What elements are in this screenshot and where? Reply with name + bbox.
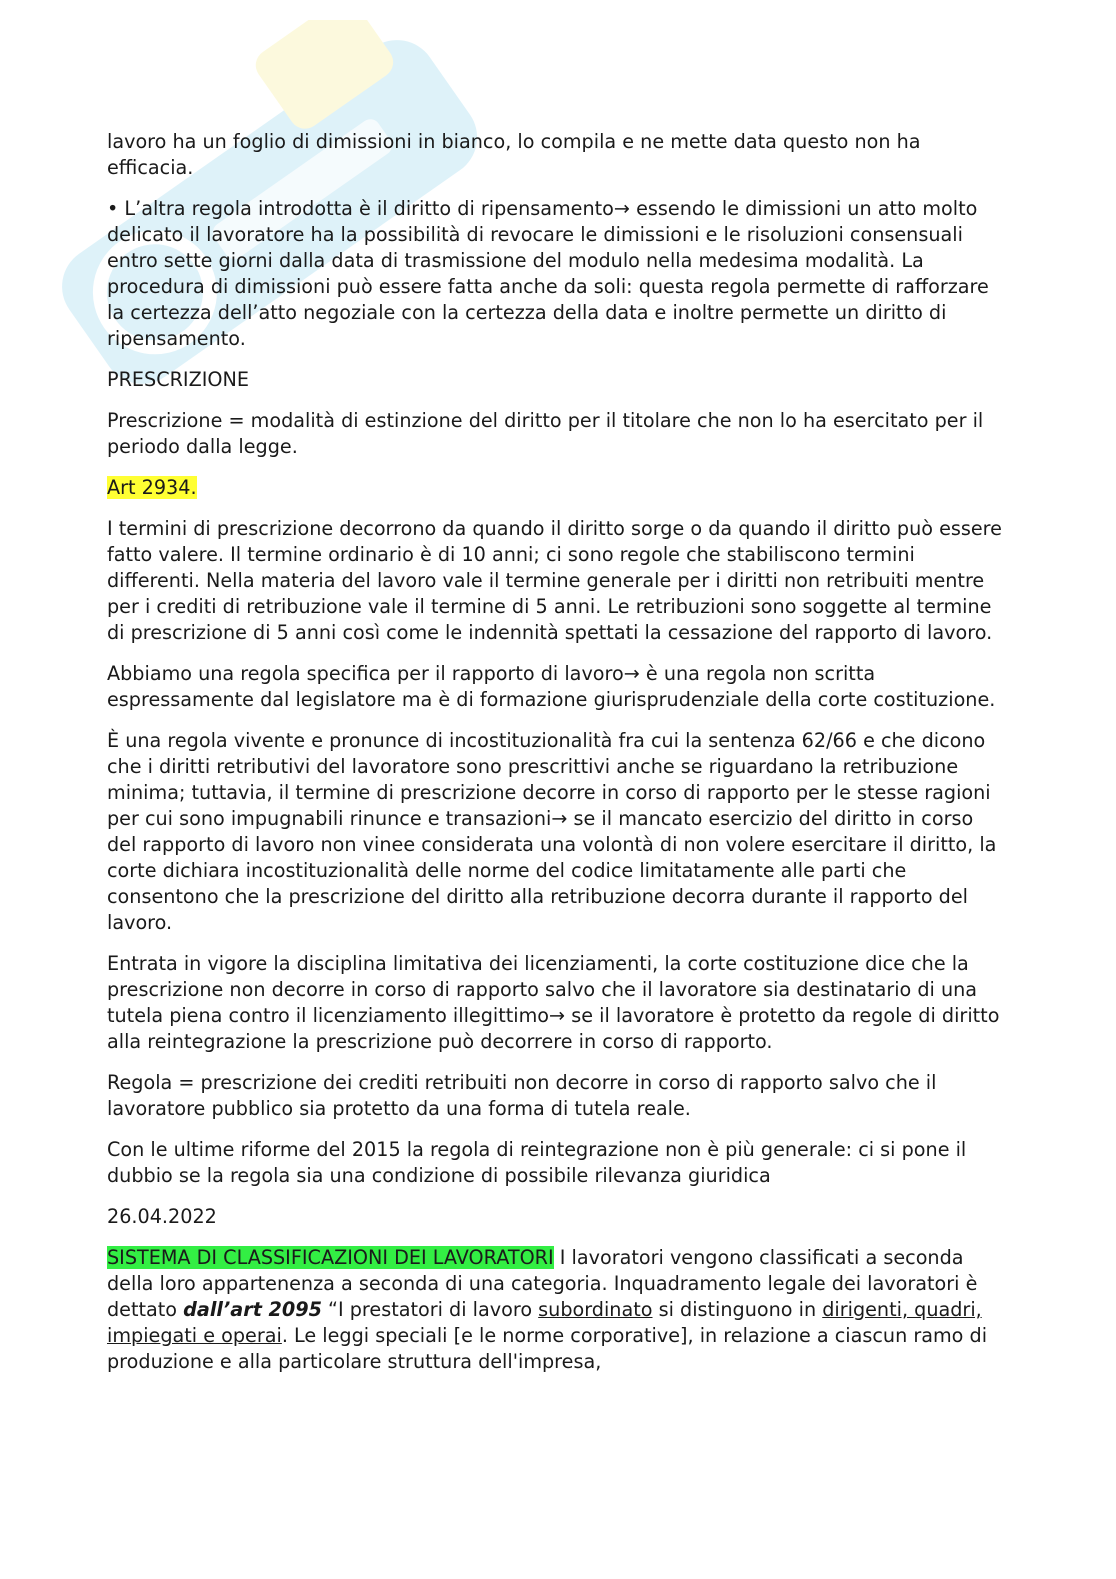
bold-art-2095: dall’art 2095 [183, 1298, 322, 1321]
highlight-art-2934: Art 2934. [107, 476, 197, 499]
highlight-heading-classificazione: SISTEMA DI CLASSIFICAZIONI DEI LAVORATORI [107, 1246, 554, 1269]
underline-categories: dirigenti, quadri, impiegati e operai [107, 1298, 982, 1347]
paragraph-ripensamento: • L’altra regola introdotta è il diritto di ripensamento→ essendo le dimissioni un atto molto delicato il lavoratore ha la possibilità di revocare le dimissioni e le risoluzioni consensuali entro sette giorni dalla data di trasmissione del modulo nella medesima modalità. La procedura di dimissioni può essere fatta anche da soli: questa regola permette di rafforzare la certezza dell’atto negoziale con la certezza della data e inoltre permette un diritto di ripensamento. [107, 197, 989, 350]
paragraph-dimissioni-bianco: lavoro ha un foglio di dimissioni in bianco, lo compila e ne mette data questo non ha efficacia. [107, 130, 921, 179]
paragraph-regola-specifica: Abbiamo una regola specifica per il rapporto di lavoro→ è una regola non scritta espressamente dal legislatore ma è di formazione giurisprudenziale della corte costituzione. [107, 662, 996, 711]
underline-subordinato: subordinato [538, 1298, 653, 1321]
paragraph-date: 26.04.2022 [107, 1205, 217, 1228]
text-segment-1: I lavoratori vengono classificati a seconda della loro appartenenza a seconda di una categoria. Inquadramento legale dei lavoratori è dettato [107, 1246, 978, 1321]
paragraph-art-2934 [107, 475, 1007, 501]
section-heading-prescrizione: PRESCRIZIONE [107, 368, 249, 391]
paragraph-disciplina-licenziamenti: Entrata in vigore la disciplina limitativa dei licenziamenti, la corte costituzione dice che la prescrizione non decorre in corso di rapporto salvo che il lavoratore sia destinatario di una tutela piena contro il licenziamento illegittimo→ se il lavoratore è protetto da regole di diritto alla reintegrazione la prescrizione può decorrere in corso di rapporto. [107, 952, 1000, 1053]
paragraph-regola-vivente: È una regola vivente e pronunce di incostituzionalità fra cui la sentenza 62/66 e che dicono che i diritti retributivi del lavoratore sono prescrittivi anche se riguardano la retribuzione minima; tuttavia, il termine di prescrizione decorre in corso di rapporto per le stesse ragioni per cui sono impugnabili rinunce e transazioni→ se il mancato esercizio del diritto in corso del rapporto di lavoro non vinee considerata una volontà di non volere esercitare il diritto, la corte dichiara incostituzionalità delle norme del codice limitatamente alle parti che consentono che la prescrizione del diritto alla retribuzione decorra durante il rapporto del lavoro. [107, 729, 997, 934]
paragraph-regola: Regola = prescrizione dei crediti retribuiti non decorre in corso di rapporto salvo che il lavoratore pubblico sia protetto da una forma di tutela reale. [107, 1071, 937, 1120]
watermark-accent [249, 20, 399, 135]
document-page [107, 129, 1007, 1390]
text-segment-4: . Le leggi speciali [e le norme corporative], in relazione a ciascun ramo di produzione e alla particolare struttura dell'impresa, [107, 1324, 988, 1373]
text-segment-2: “I prestatori di lavoro [321, 1298, 539, 1321]
text-segment-3: si distinguono in [652, 1298, 823, 1321]
paragraph-classificazione [107, 1245, 1007, 1375]
paragraph-termini: I termini di prescrizione decorrono da quando il diritto sorge o da quando il diritto può essere fatto valere. Il termine ordinario è di 10 anni; ci sono regole che stabiliscono termini differenti. Nella materia del lavoro vale il termine generale per i diritti non retribuiti mentre per i crediti di retribuzione vale il termine di 5 anni. Le retribuzioni sono soggette al termine di prescrizione di 5 anni così come le indennità spettati la cessazione del rapporto di lavoro. [107, 517, 1002, 644]
paragraph-definizione-prescrizione: Prescrizione = modalità di estinzione del diritto per il titolare che non lo ha esercitato per il periodo dalla legge. [107, 409, 984, 458]
paragraph-riforme-2015: Con le ultime riforme del 2015 la regola di reintegrazione non è più generale: ci si pone il dubbio se la regola sia una condizione di possibile rilevanza giuridica [107, 1138, 967, 1187]
